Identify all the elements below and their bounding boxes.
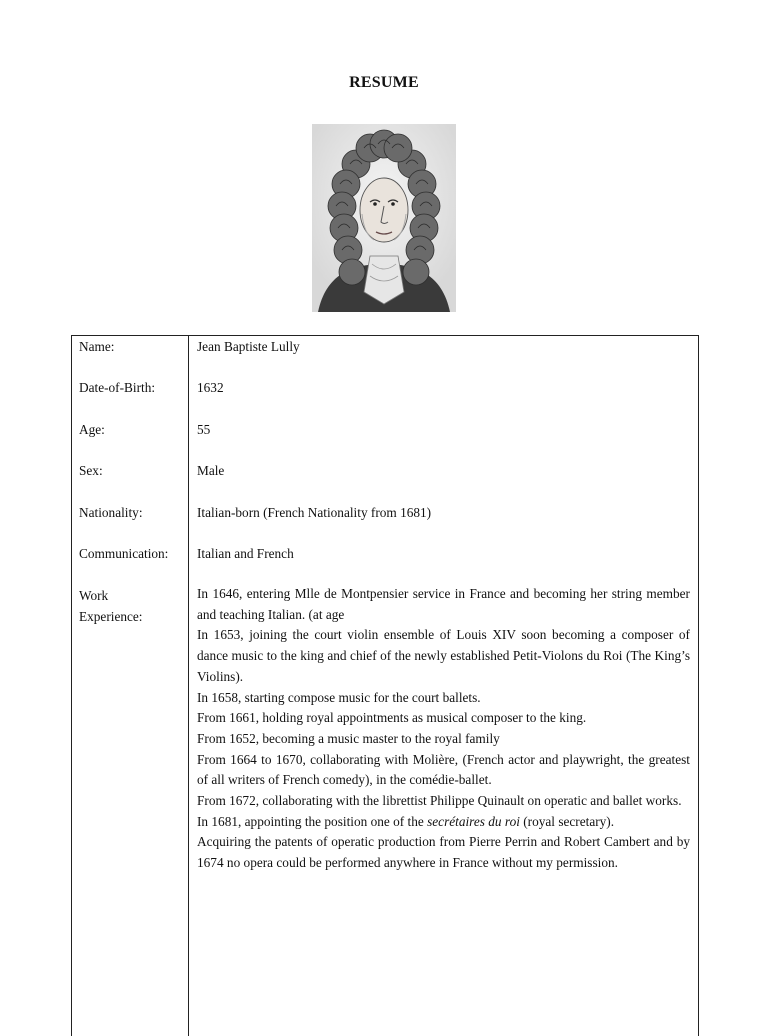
communication-value: Italian and French xyxy=(197,546,294,561)
work-entry: From 1652, becoming a music master to the royal family xyxy=(197,730,500,746)
column-divider xyxy=(188,336,189,1036)
name-value: Jean Baptiste Lully xyxy=(197,339,300,354)
work-entry: Acquiring the patents of operatic production from Pierre Perrin and Robert Cambert and by 1674 no opera could be performed anywhere in France without my permission. xyxy=(197,834,690,871)
resume-title: RESUME xyxy=(349,74,419,91)
sex-label: Sex: xyxy=(79,463,103,478)
work-entry: From 1672, collaborating with the librettist Philippe Quinault on operatic and ballet works. xyxy=(197,793,682,809)
work-entry: In 1658, starting compose music for the court ballets. xyxy=(197,689,481,705)
work-entry-1681-after: (royal secretary). xyxy=(519,813,615,829)
dob-value: 1632 xyxy=(197,380,224,395)
work-entry-1681 xyxy=(197,812,690,833)
work-entry-1681-before: In 1681, appointing the position one of the xyxy=(197,813,428,829)
work-experience-list xyxy=(197,584,690,874)
name-label: Name: xyxy=(79,339,115,354)
resume-table xyxy=(71,335,699,1036)
dob-label: Date-of-Birth: xyxy=(79,380,156,395)
work-entry: In 1646, entering Mlle de Montpensier service in France and becoming her string member and teaching Italian. (at age xyxy=(197,586,690,622)
nationality-value: Italian-born (French Nationality from 1681) xyxy=(197,505,432,520)
age-value: 55 xyxy=(197,422,211,437)
portrait-image xyxy=(312,124,456,312)
work-entry-1681-italic: secrétaires du roi xyxy=(427,813,520,829)
communication-label: Communication: xyxy=(79,546,169,561)
work-entry: From 1661, holding royal appointments as musical composer to the king. xyxy=(197,710,587,726)
nationality-label: Nationality: xyxy=(79,505,143,520)
work-label-line1: Work xyxy=(79,588,109,603)
work-label-line2: Experience: xyxy=(79,608,143,624)
work-experience-label xyxy=(79,586,143,627)
work-entry: From 1664 to 1670, collaborating with Molière, (French actor and playwright, the greatest of all writers of French comedy), in the comédie-ballet. xyxy=(197,751,690,788)
sex-value: Male xyxy=(197,463,225,478)
work-entry: In 1653, joining the court violin ensemble of Louis XIV soon becoming a composer of dance music to the king and chief of the newly established Petit-Violons du Roi (The King’s Violins). xyxy=(197,627,690,684)
age-label: Age: xyxy=(79,422,105,437)
